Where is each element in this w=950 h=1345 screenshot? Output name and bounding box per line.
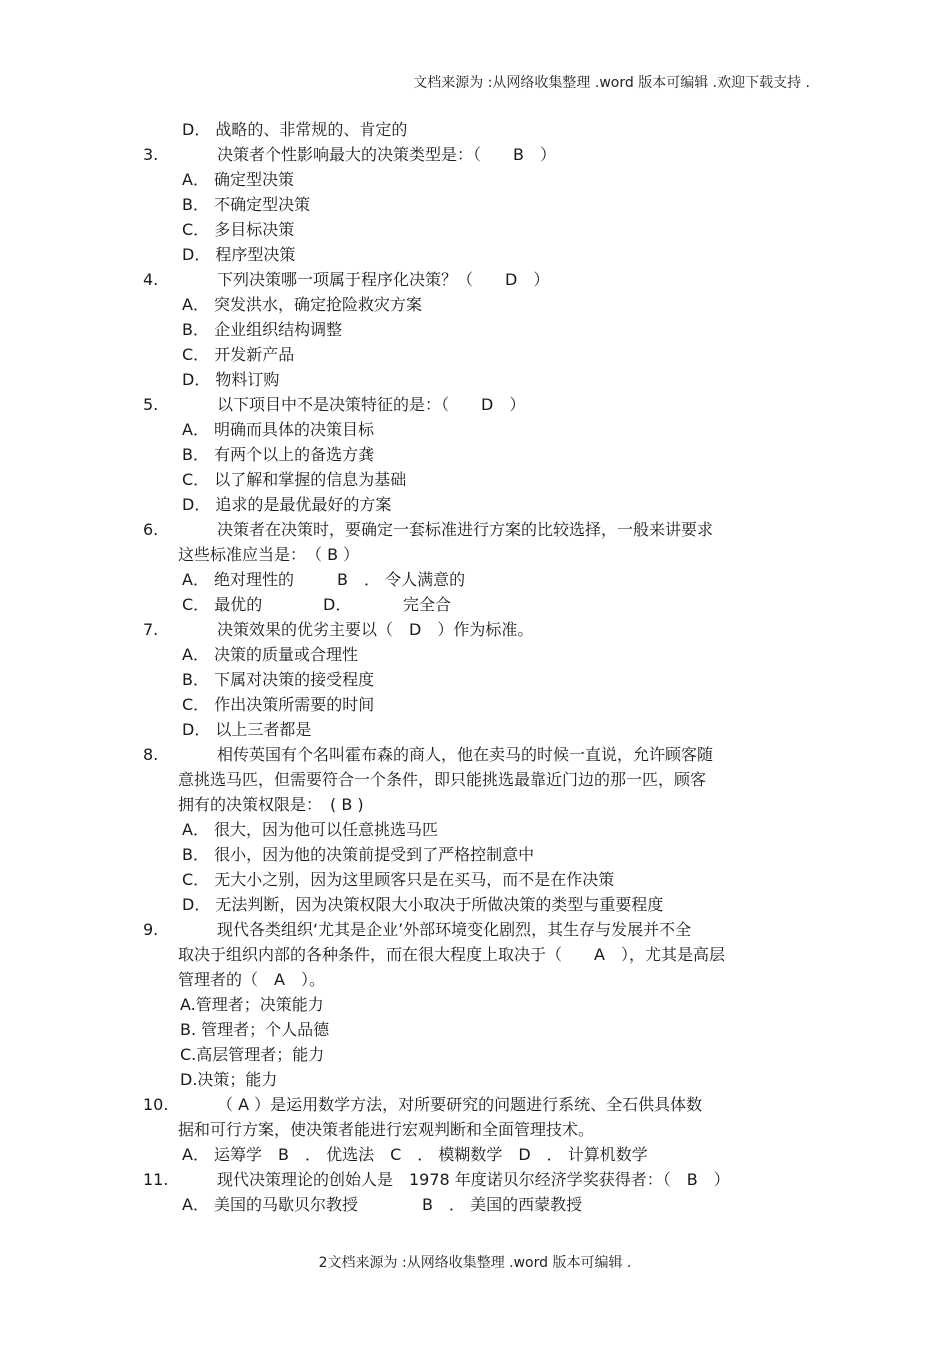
question-number: 4.: [143, 270, 159, 289]
text-line: [0, 167, 950, 192]
option-b: B． 很小，因为他的决策前提受到了严格控制意中: [182, 845, 535, 864]
question-text: （ A ）是运用数学方法，对所要研究的问题进行系统、全石供具体数: [217, 1095, 703, 1114]
option-d: D． 追求的是最优最好的方案: [182, 495, 392, 514]
option-c: C． 无大小之别，因为这里顾客只是在买马，而不是在作决策: [182, 870, 615, 889]
question-text-continued: 这些标准应当是： （ B ）: [178, 545, 360, 564]
question-number: 5.: [143, 395, 159, 414]
question-4: [0, 267, 950, 292]
question-6: [0, 517, 950, 542]
question-number: 3.: [143, 145, 159, 164]
text-line: [0, 567, 950, 592]
question-text-continued: 意挑选马匹，但需要符合一个条件，即只能挑选最靠近门边的那一匹，顾客: [178, 770, 707, 789]
option-d: D． 无法判断，因为决策权限大小取决于所做决策的类型与重要程度: [182, 895, 664, 914]
text-line: [0, 367, 950, 392]
option-c: C． 最优的: [182, 595, 263, 614]
text-line: [0, 592, 950, 617]
option-b: B ． 令人满意的: [337, 570, 466, 589]
text-line: [0, 692, 950, 717]
text-line: [0, 767, 950, 792]
text-line: [0, 1067, 950, 1092]
question-number: 9.: [143, 920, 159, 939]
option-a: A． 绝对理性的: [182, 570, 295, 589]
text-line: [0, 442, 950, 467]
question-text-continued: 取决于组织内部的各种条件，而在很大程度上取决于（ A ），尤其是高层: [178, 945, 725, 964]
question-text: 以下项目中不是决策特征的是：（ D ）: [217, 395, 526, 414]
option-d-text: 完全合: [403, 595, 452, 614]
option-c: C． 开发新产品: [182, 345, 295, 364]
text-line: [0, 667, 950, 692]
text-line: [0, 892, 950, 917]
question-5: [0, 392, 950, 417]
question-9: [0, 917, 950, 942]
option-a: A． 确定型决策: [182, 170, 295, 189]
option-a: A.管理者；决策能力: [180, 995, 324, 1014]
question-number: 11.: [143, 1170, 169, 1189]
text-line: [0, 1017, 950, 1042]
option-c: C． 作出决策所需要的时间: [182, 695, 375, 714]
option-b: B． 有两个以上的备选方龚: [182, 445, 375, 464]
option-d: D．: [323, 595, 352, 614]
option-line: [0, 117, 950, 142]
text-line: [0, 717, 950, 742]
text-line: [0, 1117, 950, 1142]
text-line: [0, 967, 950, 992]
question-3: [0, 142, 950, 167]
text-line: [0, 417, 950, 442]
question-number: 6.: [143, 520, 159, 539]
question-7: [0, 617, 950, 642]
question-number: 10.: [143, 1095, 169, 1114]
option-c: C． 以了解和掌握的信息为基础: [182, 470, 407, 489]
text-line: [0, 817, 950, 842]
page-header: 文档来源为 :从网络收集整理 .word 版本可编辑 .欢迎下载支持 .: [413, 75, 810, 91]
question-text: 决策效果的优劣主要以（ D ）作为标准。: [217, 620, 534, 639]
option-d: D． 以上三者都是: [182, 720, 312, 739]
option-c: C.高层管理者；能力: [180, 1045, 325, 1064]
option-a: A． 很大，因为他可以任意挑选马匹: [182, 820, 439, 839]
option-b: B． 不确定型决策: [182, 195, 311, 214]
text-line: [0, 942, 950, 967]
question-text: 现代决策理论的创始人是 1978 年度诺贝尔经济学奖获得者：（ B ）: [217, 1170, 730, 1189]
text-line: [0, 467, 950, 492]
option-b: B． 企业组织结构调整: [182, 320, 343, 339]
text-line: [0, 1142, 950, 1167]
question-text: 决策者在决策时，要确定一套标准进行方案的比较选择，一般来讲要求: [217, 520, 714, 539]
text-line: [0, 1042, 950, 1067]
option-a: A． 突发洪水，确定抢险救灾方案: [182, 295, 423, 314]
question-number: 7.: [143, 620, 159, 639]
question-text: 下列决策哪一项属于程序化决策？（ D ）: [217, 270, 550, 289]
text-line: [0, 242, 950, 267]
option-b: B. 管理者；个人品德: [180, 1020, 330, 1039]
text-line: [0, 792, 950, 817]
text-line: [0, 192, 950, 217]
option-a: A． 明确而具体的决策目标: [182, 420, 375, 439]
text-line: [0, 542, 950, 567]
question-text: 决策者个性影响最大的决策类型是：（ B ）: [217, 145, 556, 164]
option-a: A． 决策的质量或合理性: [182, 645, 359, 664]
text-line: [0, 342, 950, 367]
text-line: [0, 642, 950, 667]
question-number: 8.: [143, 745, 159, 764]
options-row: A． 运筹学 B ． 优选法 C ． 模糊数学 D ． 计算机数学: [182, 1145, 648, 1164]
text-line: [0, 1192, 950, 1217]
text-line: [0, 492, 950, 517]
option-b: B． 下属对决策的接受程度: [182, 670, 375, 689]
option-a: A． 美国的马歇贝尔教授: [182, 1195, 359, 1214]
text-line: [0, 992, 950, 1017]
text-line: [0, 842, 950, 867]
option-b: B ． 美国的西蒙教授: [422, 1195, 583, 1214]
option-d: D.决策；能力: [180, 1070, 278, 1089]
option-c: C． 多目标决策: [182, 220, 295, 239]
question-text-continued: 据和可行方案，使决策者能进行宏观判断和全面管理技术。: [178, 1120, 595, 1139]
option-d: D． 物料订购: [182, 370, 280, 389]
option-d: D． 战略的、非常规的、肯定的: [182, 120, 408, 139]
option-d: D． 程序型决策: [182, 245, 296, 264]
question-8: [0, 742, 950, 767]
question-text: 相传英国有个名叫霍布森的商人，他在卖马的时候一直说，允许顾客随: [217, 745, 714, 764]
text-line: [0, 317, 950, 342]
page-footer: 2文档来源为 :从网络收集整理 .word 版本可编辑 .: [318, 1255, 632, 1271]
question-text: 现代各类组织‘尤其是企业’外部环境变化剧烈，其生存与发展并不全: [217, 920, 692, 939]
text-line: [0, 292, 950, 317]
question-10: [0, 1092, 950, 1117]
text-line: [0, 217, 950, 242]
question-text-continued: 管理者的（ A ）。: [178, 970, 325, 989]
question-list: [0, 117, 950, 1217]
question-text-continued: 拥有的决策权限是： ( B ): [178, 795, 364, 814]
question-11: [0, 1167, 950, 1192]
text-line: [0, 867, 950, 892]
